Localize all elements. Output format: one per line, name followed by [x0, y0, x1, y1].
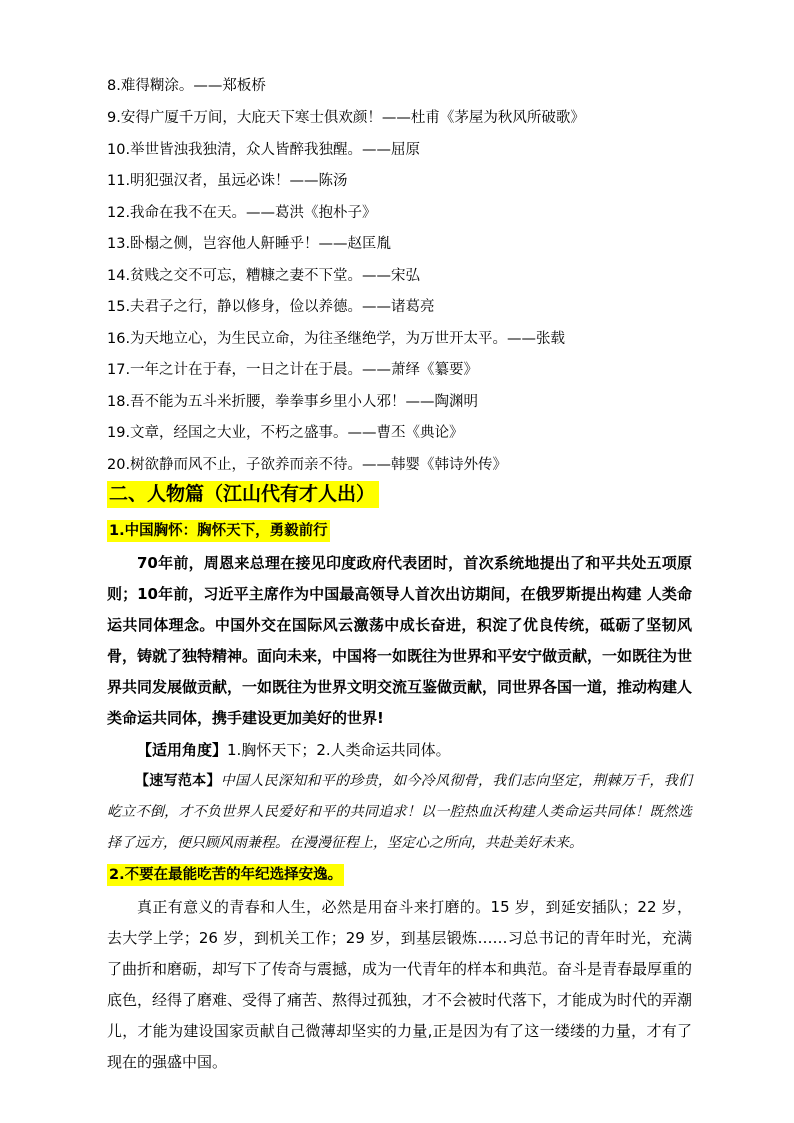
item1-angle — [107, 739, 692, 761]
quote-item: 14.贫贱之交不可忘，糟糠之妻不下堂。——宋弘 — [107, 268, 421, 284]
quote-item: 8.难得糊涂。——郑板桥 — [107, 78, 266, 94]
angle-text: 1.胸怀天下；2.人类命运共同体。 — [227, 741, 451, 759]
quote-item: 9.安得广厦千万间，大庇天下寒士俱欢颜！——杜甫《茅屋为秋风所破歌》 — [107, 110, 585, 126]
quote-item: 10.举世皆浊我独清，众人皆醉我独醒。——屈原 — [107, 142, 421, 158]
quote-item: 20.树欲静而风不止，子欲养而亲不待。——韩婴《韩诗外传》 — [107, 457, 508, 473]
item2-heading: 2.不要在最能吃苦的年纪选择安逸。 — [107, 864, 344, 886]
item1-body: 70年前，周恩来总理在接见印度政府代表团时，首次系统地提出了和平共处五项原则；10年前，习近平主席作为中国最高领导人首次出访期间，在俄罗斯提出构建 人类命运共同体理念。中国外交在国际风云激荡中成长奋进，积淀了优良传统，砥砺了坚韧风骨，铸就了独特精神。面向未来，中国将一如既往为世界和平安宁做贡献，一如既往为世界共同发展做贡献，一如既往为世界文明交流互鉴做贡献，同世界各国一道，推动构建人类命运共同体，携手建设更加美好的世界! — [107, 554, 693, 727]
quote-item: 19.文章，经国之大业，不朽之盛事。——曹丕《典论》 — [107, 425, 464, 441]
quote-item: 18.吾不能为五斗米折腰，拳拳事乡里小人邪！——陶渊明 — [107, 394, 479, 410]
item1-heading: 1.中国胸怀：胸怀天下，勇毅前行 — [107, 520, 330, 542]
quote-item: 16.为天地立心，为生民立命，为往圣继绝学，为万世开太平。——张载 — [107, 331, 566, 347]
quote-item: 15.夫君子之行，静以修身，俭以养德。——诸葛亮 — [107, 299, 435, 315]
item2-body: 真正有意义的青春和人生，必然是用奋斗来打磨的。15 岁，到延安插队；22 岁， 去大学上学；26 岁，到机关工作；29 岁，到基层锻炼……习总书记的青年时光，充满了曲折和磨砺，却写下了传奇与震撼，成为一代青年的样本和典范。奋斗是青春最厚重的底色，经得了磨难、受得了痛苦、熬得过孤独，才不会被时代落下，才能成为时代的弄潮儿，才能为建设国家贡献自己微薄却坚实的力量,正是因为有了这一缕缕的力量，才有了现在的强盛中国。 — [107, 898, 693, 1071]
item1-sample — [107, 766, 692, 859]
sample-label: 【速写范本】 — [135, 773, 221, 789]
quote-item: 17.一年之计在于春，一日之计在于晨。——萧绎《纂要》 — [107, 362, 479, 378]
section-title: 二、人物篇（江山代有才人出） — [107, 481, 379, 508]
quote-item: 13.卧榻之侧，岂容他人鼾睡乎！——赵匡胤 — [107, 236, 392, 252]
angle-label: 【适用角度】 — [137, 741, 228, 759]
quote-item: 11.明犯强汉者，虽远必诛！——陈汤 — [107, 173, 348, 189]
quote-item: 12.我命在我不在天。——葛洪《抱朴子》 — [107, 205, 377, 221]
sample-text: 中国人民深知和平的珍贵，如今冷风彻骨，我们志向坚定，荆棘万千，我们屹立不倒，才不负世界人民爱好和平的共同追求！以一腔热血沃构建人类命运共同体！既然选择了远方，便只顾风雨兼程。在漫漫征程上，坚定心之所向，共赴美好未来。 — [107, 773, 693, 851]
